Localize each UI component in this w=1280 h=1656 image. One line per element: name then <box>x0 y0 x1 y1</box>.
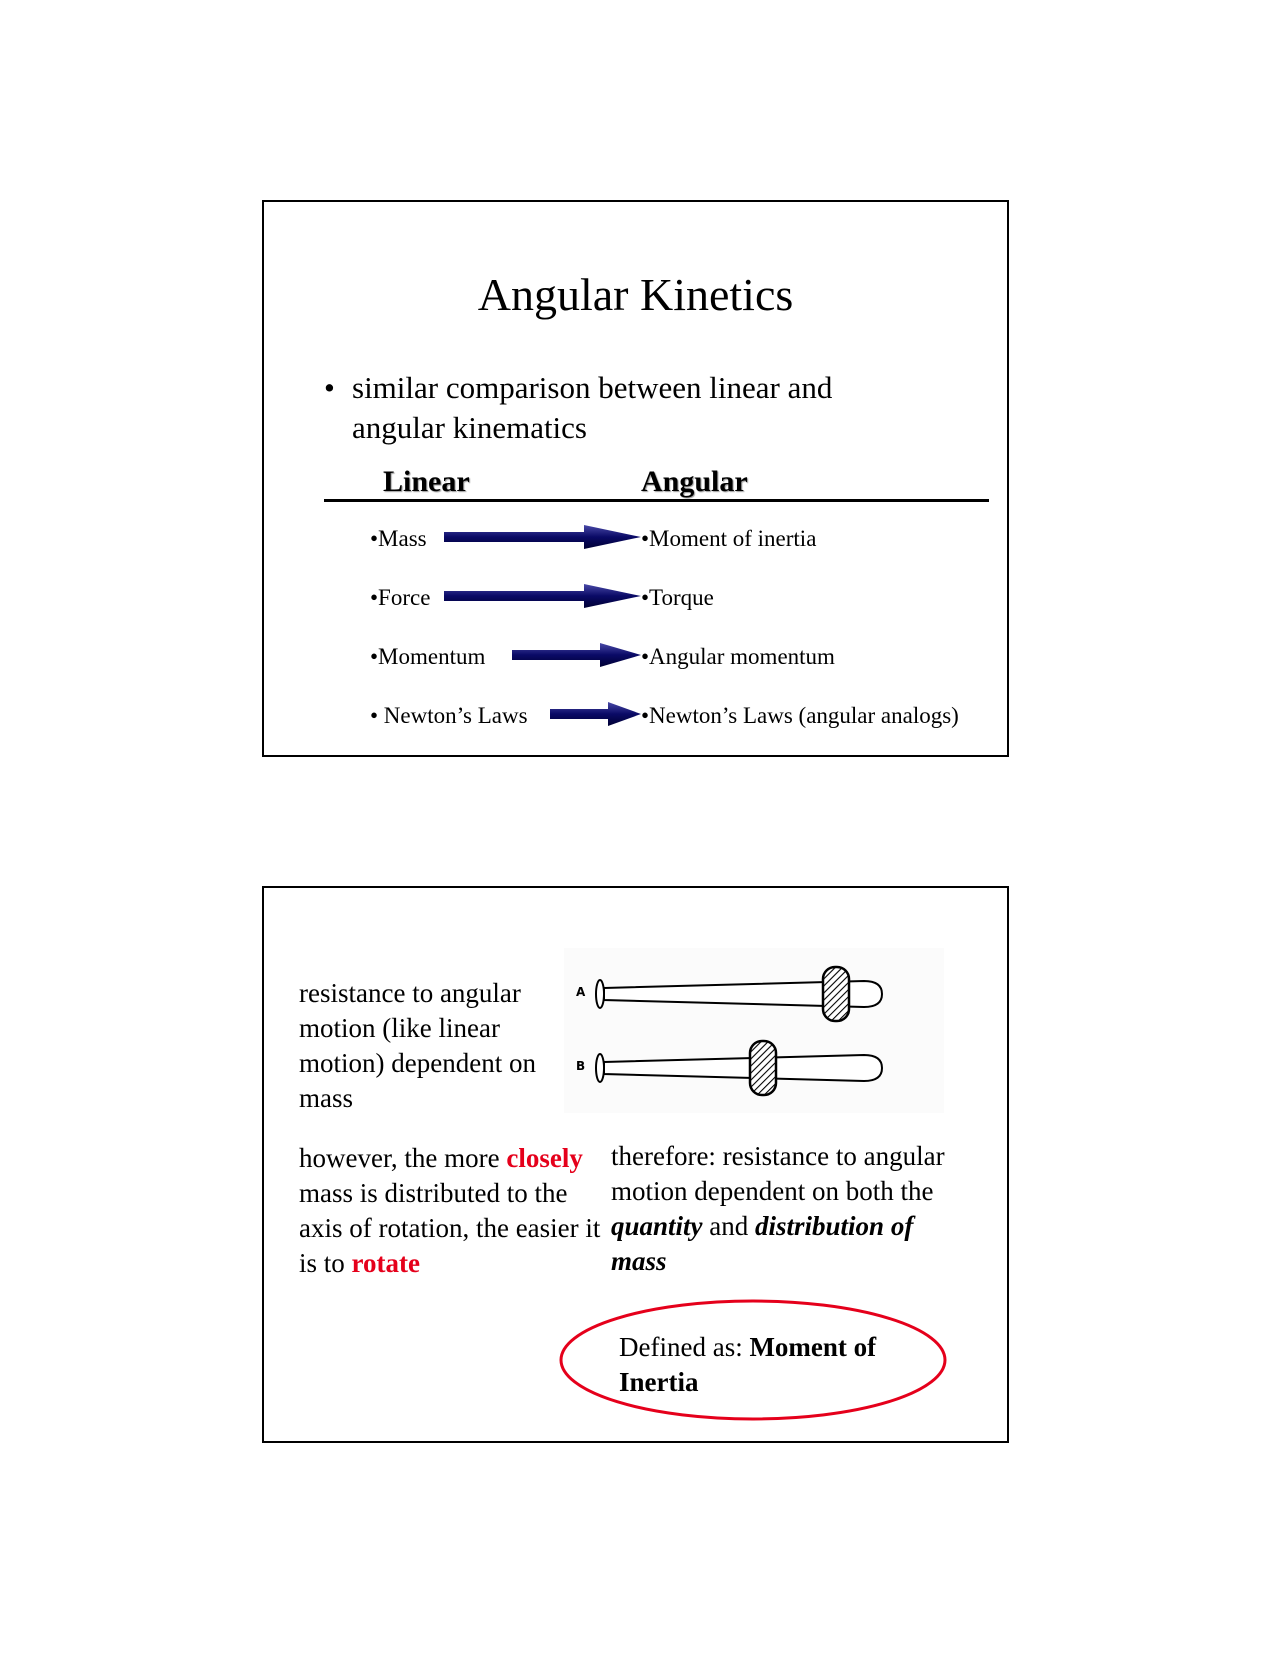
row-angular-moment-of-inertia: •Moment of inertia <box>641 526 817 551</box>
diagram-label-b: B <box>576 1059 586 1073</box>
highlight-rotate: rotate <box>351 1248 420 1278</box>
slide-title: Angular Kinetics <box>477 269 794 320</box>
mass-ring-b <box>750 1041 776 1095</box>
emphasis-quantity: quantity <box>611 1211 703 1241</box>
slide-moment-of-inertia <box>262 886 1009 1443</box>
row-linear-mass: •Mass <box>370 526 427 551</box>
row-linear-newtons-laws: • Newton’s Laws <box>370 703 528 728</box>
text-segment: and <box>702 1211 756 1241</box>
row-angular-newtons-laws: •Newton’s Laws (angular analogs) <box>641 703 959 728</box>
bullet-dot: • <box>324 370 335 405</box>
paragraph-therefore <box>611 1139 956 1279</box>
emphasis-distribution-of-mass: distribution of mass <box>611 1211 914 1276</box>
text-segment: however, the more <box>299 1143 507 1173</box>
mass-ring-a <box>823 967 849 1021</box>
definition-prefix: Defined as: <box>619 1332 750 1362</box>
bullet-text: similar comparison between linear and angular kinematics <box>352 370 833 445</box>
column-header-linear: Linear <box>383 465 470 498</box>
row-linear-force: •Force <box>370 585 431 610</box>
column-header-angular: Angular <box>641 465 748 498</box>
row-linear-momentum: •Momentum <box>370 644 486 669</box>
definition-moment-of-inertia <box>619 1330 919 1400</box>
bat-mass-distribution-diagram <box>564 948 944 1118</box>
arrow-right-icon <box>550 699 642 729</box>
arrow-right-icon <box>444 522 642 552</box>
paragraph-mass-distribution <box>299 1141 604 1281</box>
row-angular-momentum: •Angular momentum <box>641 644 835 669</box>
highlight-closely: closely <box>506 1143 583 1173</box>
diagram-label-a: A <box>576 985 586 999</box>
arrow-right-icon <box>444 581 642 611</box>
header-rule <box>324 499 989 502</box>
arrow-right-icon <box>512 640 642 670</box>
text-segment: mass is distributed to the axis of rotation, the easier it is to <box>299 1178 601 1278</box>
paragraph-resistance: resistance to angular motion (like linear motion) dependent on mass <box>299 978 536 1113</box>
slide-angular-kinetics <box>262 200 1009 757</box>
text-segment: therefore: resistance to angular motion dependent on both the <box>611 1141 945 1206</box>
definition-term: Moment of Inertia <box>619 1332 877 1397</box>
row-angular-torque: •Torque <box>641 585 714 610</box>
